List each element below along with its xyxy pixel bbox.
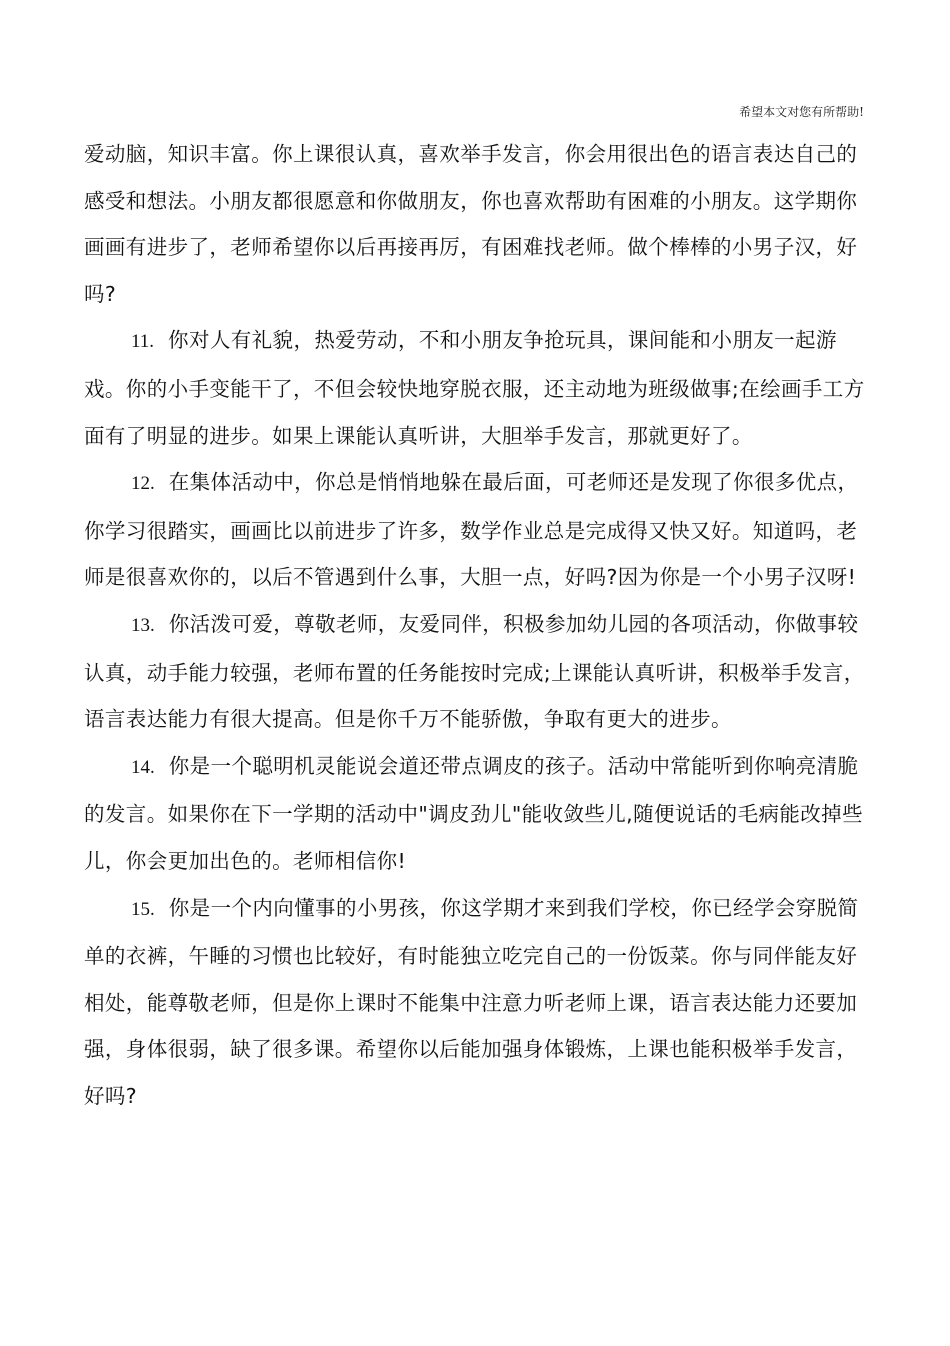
paragraph-item-15 [84, 885, 874, 1120]
paragraph-number: 12. [131, 473, 155, 495]
paragraph-text: 爱动脑，知识丰富。你上课很认真，喜欢举手发言，你会用很出色的语言表达自己的感受和想法。小朋友都很愿意和你做朋友，你也喜欢帮助有困难的小朋友。这学期你画画有进步了，老师希望你以后再接再厉，有困难找老师。做个棒棒的小男子汉，好吗? [84, 142, 858, 306]
paragraph-continued [84, 131, 874, 317]
paragraph-text: 你是一个内向懂事的小男孩，你这学期才来到我们学校，你已经学会穿脱简单的衣裤，午睡的习惯也比较好，有时能独立吃完自己的一份饭菜。你与同伴能友好相处，能尊敬老师，但是你上课时不能集中注意力听老师上课，语言表达能力还要加强，身体很弱，缺了很多课。希望你以后能加强身体锻炼，上课也能积极举手发言，好吗? [84, 895, 859, 1108]
paragraph-text: 你对人有礼貌，热爱劳动，不和小朋友争抢玩具，课间能和小朋友一起游戏。你的小手变能干了，不但会较快地穿脱衣服，还主动地为班级做事;在绘画手工方面有了明显的进步。如果上课能认真听讲，大胆举手发言，那就更好了。 [84, 328, 865, 448]
paragraph-number: 15. [131, 898, 155, 920]
paragraph-text: 在集体活动中，你总是悄悄地躲在最后面，可老师还是发现了你很多优点，你学习很踏实，画画比以前进步了许多，数学作业总是完成得又快又好。知道吗，老师是很喜欢你的，以后不管遇到什么事，大胆一点，好吗?因为你是一个小男子汉呀! [84, 470, 859, 590]
document-body [84, 131, 874, 1119]
paragraph-number: 13. [131, 614, 155, 636]
paragraph-item-12 [84, 459, 874, 601]
paragraph-number: 14. [131, 756, 155, 778]
paragraph-text: 你活泼可爱，尊敬老师，友爱同伴，积极参加幼儿园的各项活动，你做事较认真，动手能力较强，老师布置的任务能按时完成;上课能认真听讲，积极举手发言，语言表达能力有很大提高。但是你千万不能骄傲，争取有更大的进步。 [84, 611, 865, 732]
page-header-note: 希望本文对您有所帮助! [739, 105, 864, 119]
paragraph-item-11 [84, 317, 874, 459]
paragraph-item-14 [84, 743, 874, 885]
paragraph-item-13 [84, 601, 874, 743]
paragraph-text: 你是一个聪明机灵能说会道还带点调皮的孩子。活动中常能听到你响亮清脆的发言。如果你在下一学期的活动中"调皮劲儿"能收敛些儿,随便说话的毛病能改掉些儿，你会更加出色的。老师相信你! [84, 753, 863, 873]
paragraph-number: 11. [131, 331, 155, 353]
